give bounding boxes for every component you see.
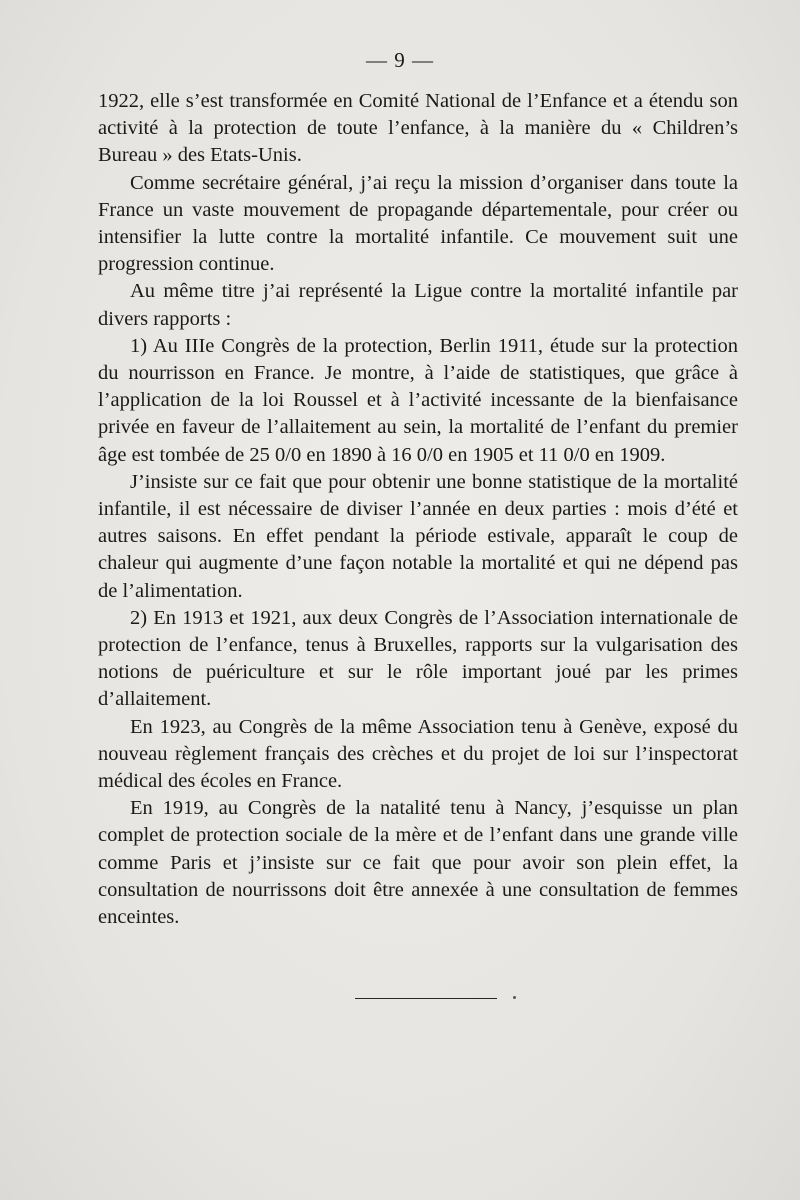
paragraph-7: En 1923, au Congrès de la même Association tenu à Genève, exposé du nouveau règlement français des crèches et du projet de loi sur l’inspectorat médical des écoles en France. — [98, 715, 738, 793]
paragraph-2: Comme secrétaire général, j’ai reçu la mission d’organiser dans toute la France un vaste mouvement de propagande départementale, pour créer ou intensifier la lutte contre la mortalité infantile. Ce mouvement suit une progression continue. — [98, 171, 738, 276]
paragraph-1: 1922, elle s’est transformée en Comité National de l’Enfance et a étendu son activité à la protection de toute l’enfance, à la manière du « Children’s Bureau » des Etats-Unis. — [98, 90, 738, 167]
rule-dot — [513, 996, 516, 999]
body-text — [98, 88, 738, 931]
paragraph-8: En 1919, au Congrès de la natalité tenu à Nancy, j’esquisse un plan complet de protection sociale de la mère et de l’enfant dans une grande ville comme Paris et j’insiste sur ce fait que pour avoir son plein effet, la consultation de nourrissons doit être annexée à une consultation de femmes enceintes. — [98, 797, 738, 929]
paragraph-4: 1) Au IIIe Congrès de la protection, Berlin 1911, étude sur la protection du nourrisson en France. Je montre, à l’aide de statistiques, que grâce à l’application de la loi Roussel et à l’activité incessante de la bienfaisance privée en faveur de l’allaitement au sein, la mortalité de l’enfant du premier âge est tombée de 25 0/0 en 1890 à 16 0/0 en 1905 et 11 0/0 en 1909. — [98, 334, 738, 466]
page-number: — 9 — — [366, 48, 434, 72]
paragraph-3: Au même titre j’ai représenté la Ligue contre la mortalité infantile par divers rapports : — [98, 280, 738, 330]
paragraph-6: 2) En 1913 et 1921, aux deux Congrès de l’Association internationale de protection de l’enfance, tenus à Bruxelles, rapports sur la vulgarisation des notions de puériculture et sur le rôle important joué par les primes d’allaitement. — [98, 606, 738, 711]
paragraph-5: J’insiste sur ce fait que pour obtenir une bonne statistique de la mortalité infantile, il est nécessaire de diviser l’année en deux parties : mois d’été et autres saisons. En effet pendant la période estivale, apparaît le coup de chaleur qui augmente d’une façon notable la mortalité et qui ne dépend pas de l’alimentation. — [98, 470, 738, 602]
closing-rule — [355, 998, 497, 999]
